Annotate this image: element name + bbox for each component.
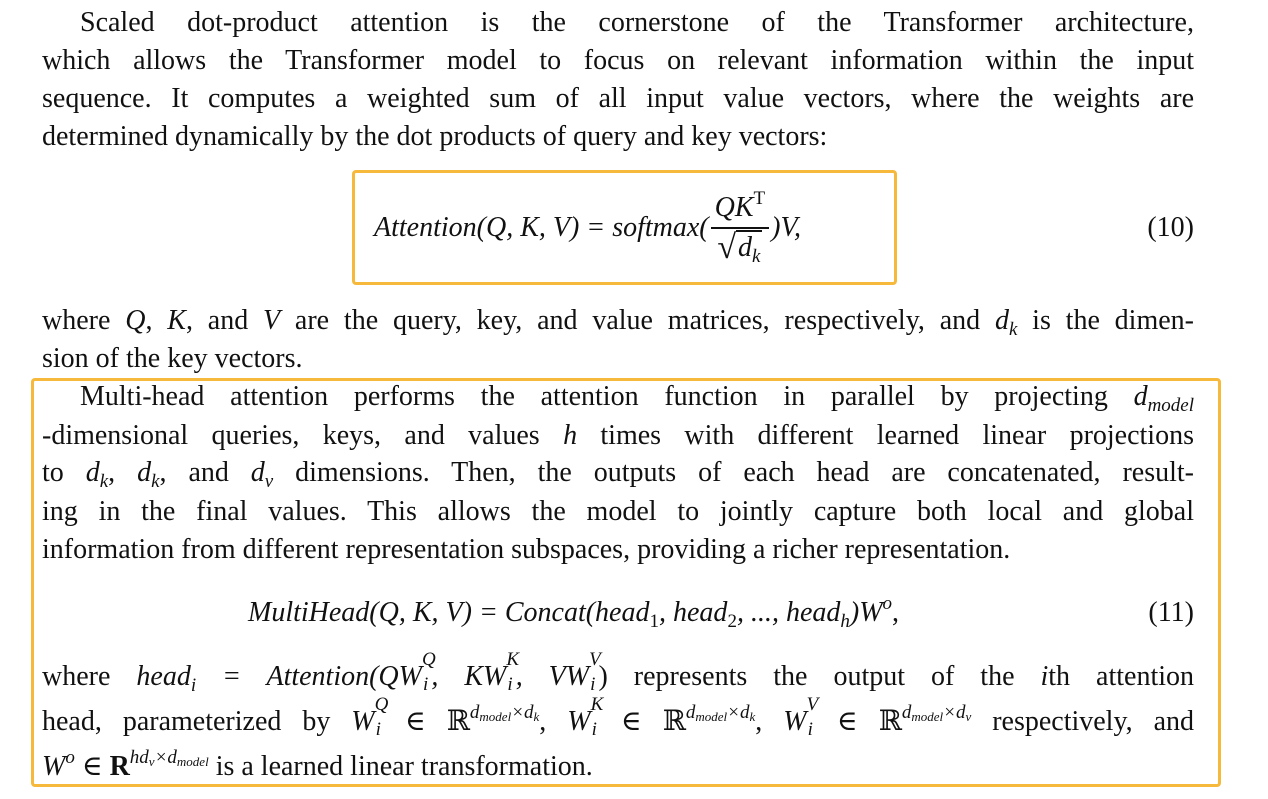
paragraph3-line5: information from different representation subspaces, providing a richer representation.: [42, 534, 1011, 565]
equation10-denominator: $√d_k$: [717, 228, 761, 267]
equation11: MultiHead(Q, K, V) = Concat(head$_1$, head$_2$, ..., $head_h)W^o$,: [248, 593, 900, 632]
equation11-number: (11): [1148, 597, 1194, 628]
paragraph3-line1: Multi-head attention performs the attention function in parallel by projecting $d_{model}$: [80, 381, 1194, 416]
paragraph1-line3: sequence. It computes a weighted sum of all input value vectors, where the weights are: [42, 83, 1194, 114]
equation10-rhs: )V,: [771, 211, 801, 243]
equation10-numerator: $QK^T$: [711, 191, 770, 229]
paragraph1-line2: which allows the Transformer model to focus on relevant information within the input: [42, 45, 1194, 76]
paragraph1-line1: Scaled dot-product attention is the cornerstone of the Transformer architecture,: [80, 7, 1194, 38]
equation10-fraction: [711, 187, 770, 267]
paragraph4-line2: head, parameterized by W Q i ∈ ℝ$^{dmodel\times dk}$, W K i ∈ ℝ$^{dmodel\times dk}$, W V i ∈ ℝ$^{dmodel\times dv}$ respectively, and: [42, 693, 1195, 740]
paragraph4-line3: $W^o$ ∈ $R^{hdv\times dmodel}$ is a learned linear transformation.: [42, 747, 593, 782]
equation10: [374, 180, 801, 275]
paragraph3-line3: to $d_k$, $d_k$, and $d_v$ dimensions. Then, the outputs of each head are concatenated, result-: [42, 457, 1195, 492]
paragraph2-line1: where Q, K, and V are the query, key, and value matrices, respectively, and $d_k$ is the dimen-: [42, 305, 1194, 340]
paragraph3-line2: -dimensional queries, keys, and values h times with different learned linear projections: [42, 420, 1194, 451]
paragraph2-line2: sion of the key vectors.: [42, 343, 303, 374]
equation10-lhs: Attention(Q, K, V) = softmax(: [374, 211, 709, 243]
paragraph1-line4: determined dynamically by the dot products of query and key vectors:: [42, 121, 828, 152]
paragraph3-line4: ing in the final values. This allows the model to jointly capture both local and global: [42, 496, 1194, 527]
equation10-number: (10): [1147, 212, 1194, 243]
paragraph4-line1: where head$_i$ = Attention(QW Q i , KW K i , VW V i ) represents the output of the ith attention: [42, 648, 1194, 696]
